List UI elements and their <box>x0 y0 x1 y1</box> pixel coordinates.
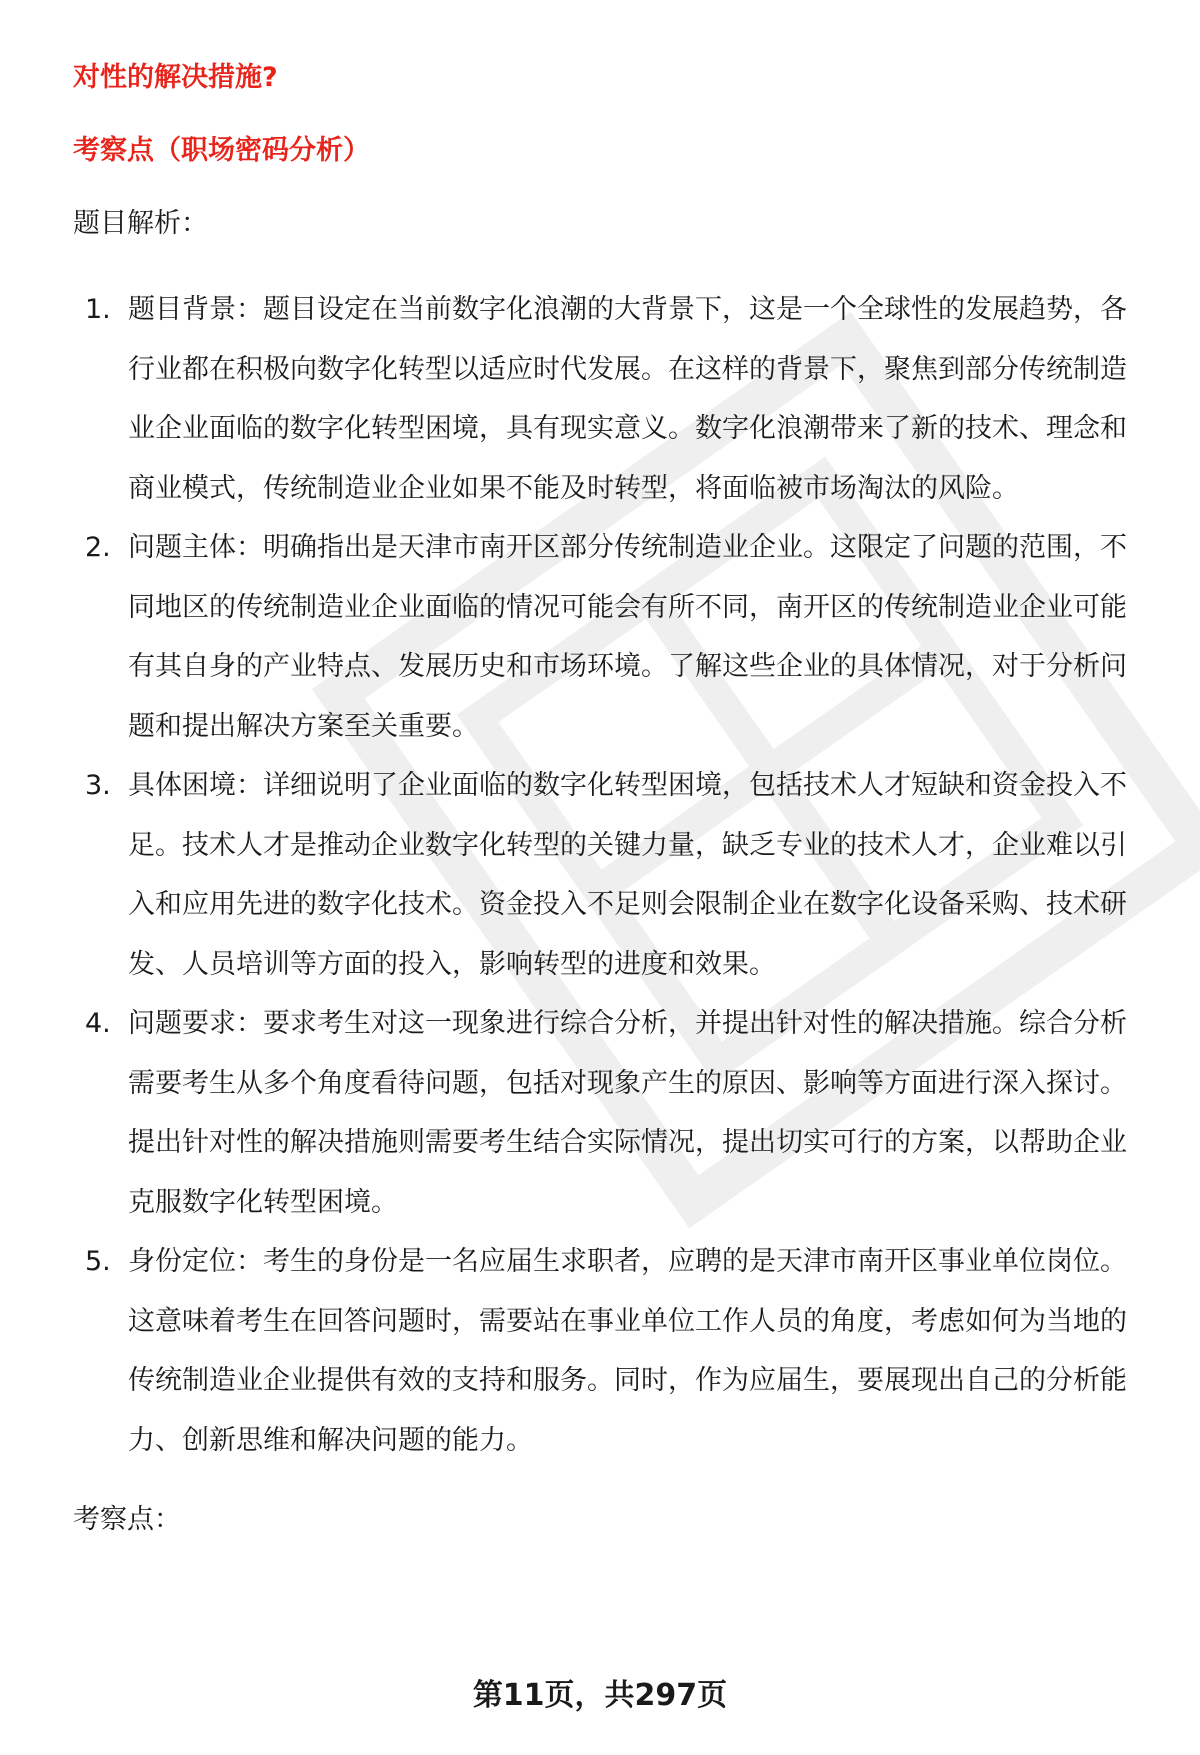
list-item <box>73 994 1143 1232</box>
page-number: 第11页，共297页 <box>472 1678 728 1713</box>
analysis-label: 题目解析： <box>73 208 208 239</box>
list-item-number: 1. <box>85 294 111 325</box>
document-content <box>73 58 1143 1540</box>
examine-label: 考察点： <box>73 1504 181 1535</box>
list-item <box>73 280 1143 518</box>
analysis-list <box>73 280 1143 1470</box>
list-item <box>73 756 1143 994</box>
list-item-text: 问题主体：明确指出是天津市南开区部分传统制造业企业。这限定了问题的范围，不同地区的传统制造业企业面临的情况可能会有所不同，南开区的传统制造业企业可能有其自身的产业特点、发展历史和市场环境。了解这些企业的具体情况，对于分析问题和提出解决方案至关重要。 <box>128 532 1127 742</box>
list-item <box>73 1232 1143 1470</box>
list-item-number: 4. <box>85 1008 111 1039</box>
list-item <box>73 518 1143 756</box>
list-item-text: 具体困境：详细说明了企业面临的数字化转型困境，包括技术人才短缺和资金投入不足。技术人才是推动企业数字化转型的关键力量，缺乏专业的技术人才，企业难以引入和应用先进的数字化技术。资金投入不足则会限制企业在数字化设备采购、技术研发、人员培训等方面的投入，影响转型的进度和效果。 <box>128 770 1127 980</box>
list-item-number: 5. <box>85 1246 111 1277</box>
list-item-text: 问题要求：要求考生对这一现象进行综合分析，并提出针对性的解决措施。综合分析需要考生从多个角度看待问题，包括对现象产生的原因、影响等方面进行深入探讨。提出针对性的解决措施则需要考生结合实际情况，提出切实可行的方案，以帮助企业克服数字化转型困境。 <box>128 1008 1127 1218</box>
list-item-text: 身份定位：考生的身份是一名应届生求职者，应聘的是天津市南开区事业单位岗位。这意味着考生在回答问题时，需要站在事业单位工作人员的角度，考虑如何为当地的传统制造业企业提供有效的支持和服务。同时，作为应届生，要展现出自己的分析能力、创新思维和解决问题的能力。 <box>128 1246 1127 1456</box>
examine-section-heading: 考察点（职场密码分析） <box>73 135 370 166</box>
list-item-text: 题目背景：题目设定在当前数字化浪潮的大背景下，这是一个全球性的发展趋势，各行业都在积极向数字化转型以适应时代发展。在这样的背景下，聚焦到部分传统制造业企业面临的数字化转型困境，具有现实意义。数字化浪潮带来了新的技术、理念和商业模式，传统制造业企业如果不能及时转型，将面临被市场淘汰的风险。 <box>128 294 1127 504</box>
list-item-number: 2. <box>85 532 111 563</box>
question-tail-heading: 对性的解决措施? <box>73 62 278 93</box>
list-item-number: 3. <box>85 770 111 801</box>
